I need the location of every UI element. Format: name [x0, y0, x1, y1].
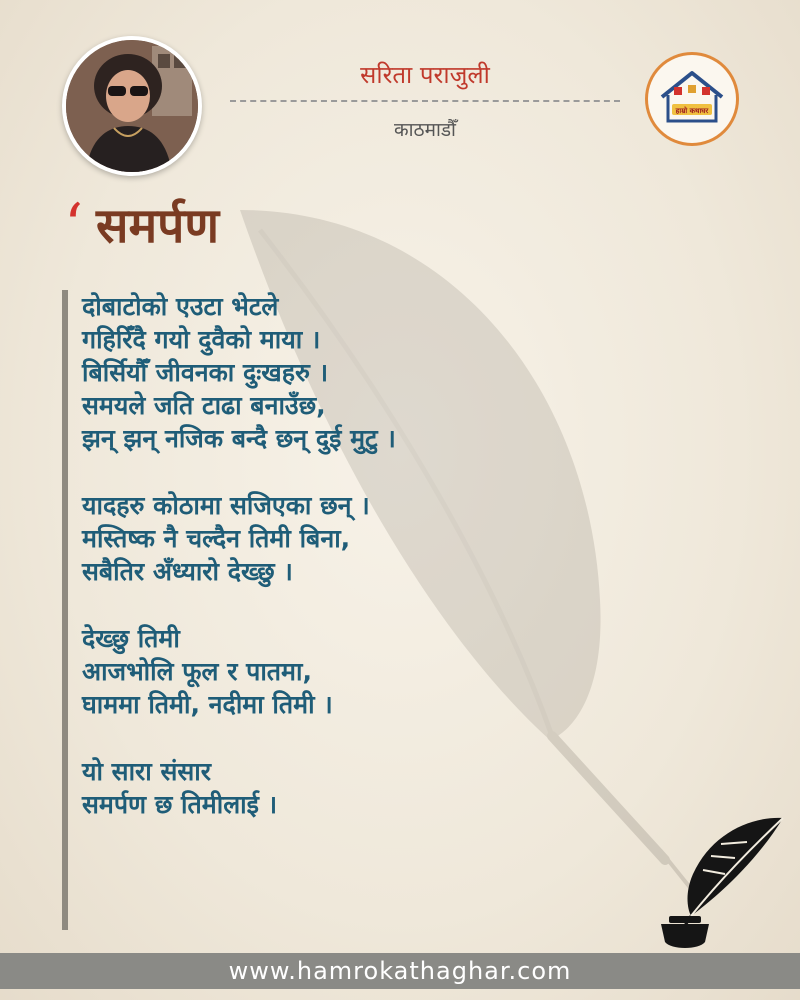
author-avatar [62, 36, 202, 176]
poem-line: सबैतिर अँध्यारो देख्छु । [82, 557, 293, 586]
poem-line: मस्तिष्क नै चल्दैन तिमी बिना, [82, 524, 351, 553]
poem-line: समयले जति टाढा बनाउँछ, [82, 391, 326, 420]
poem-line: देख्छु तिमी [82, 624, 180, 653]
poem-line: बिर्सियौँ जीवनका दुःखहरु । [82, 358, 329, 387]
divider [230, 100, 620, 102]
author-name: सरिता पराजुली [360, 61, 490, 89]
poem-stanza [82, 489, 642, 588]
logo-text: हाम्रो कथाघर [675, 107, 709, 115]
poem-line: समर्पण छ तिमीलाई । [82, 790, 278, 819]
poem-accent-bar [62, 290, 68, 930]
poem-line: आजभोलि फूल र पातमा, [82, 657, 312, 686]
poem-line: घाममा तिमी, नदीमा तिमी । [82, 690, 333, 719]
poem-body [82, 290, 642, 855]
poem-stanza [82, 290, 642, 455]
author-photo-icon [66, 40, 198, 172]
quill-inkpot-icon [655, 812, 787, 952]
quote-icon: ‘ [64, 191, 84, 261]
poem-line: यो सारा संसार [82, 757, 211, 786]
house-logo-icon [648, 55, 736, 143]
author-place: काठमाडौँ [394, 119, 456, 141]
poem-line: गहिरिँदै गयो दुवैको माया । [82, 325, 321, 354]
site-logo [648, 55, 736, 143]
poem-stanza [82, 755, 642, 821]
poem-line: दोबाटोको एउटा भेटले [82, 292, 279, 321]
poem-stanza [82, 622, 642, 721]
poem-line: यादहरु कोठामा सजिएका छन् । [82, 491, 370, 520]
poem-title: समर्पण [96, 198, 220, 254]
poem-line: झन् झन् नजिक बन्दै छन् दुई मुटु । [82, 424, 396, 453]
footer-url[interactable]: www.hamrokathaghar.com [0, 953, 800, 989]
